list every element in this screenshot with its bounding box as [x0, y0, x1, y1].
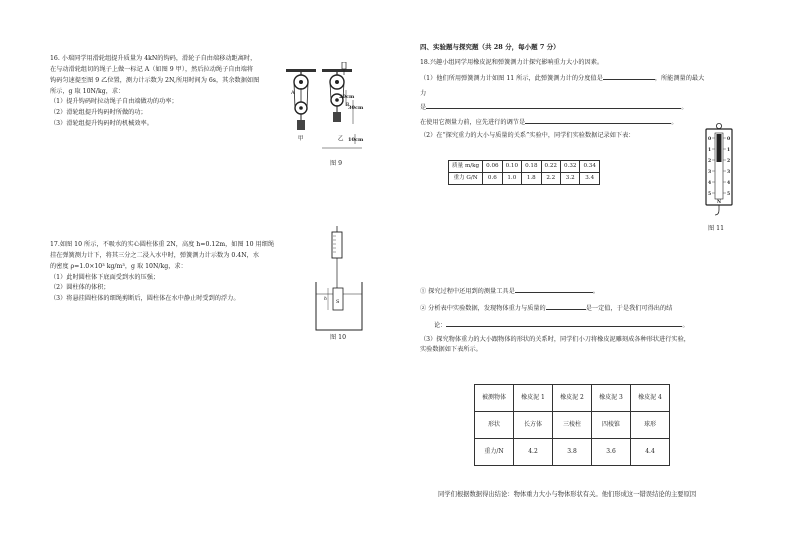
table-cell: 0.32: [561, 161, 580, 173]
q18-p1-line2: 力: [420, 89, 427, 97]
table-row-header: [475, 385, 670, 412]
table-cell: 0.10: [502, 161, 521, 173]
scale-spring: [717, 134, 722, 162]
q18-qb-line2: 论： 。: [434, 321, 689, 329]
q18-conclusion-text: 同学们根据数据得出结论：物体重力大小与物体形状有关。他们形成这一错误结论的主要原因: [438, 491, 697, 498]
scale-tick-label: 1: [708, 148, 712, 153]
scale-tick-label: 1: [727, 148, 731, 153]
blank-division-value[interactable]: [603, 73, 655, 80]
fig9-caption: 图 9: [330, 160, 343, 167]
label-jia: 甲: [298, 136, 304, 142]
dim-30cm: 30cm: [348, 105, 364, 111]
scale-tick-label: 5: [708, 192, 712, 197]
label-h: h: [324, 297, 327, 302]
blank-conclusion[interactable]: [446, 320, 682, 327]
q18-p1-line4: 在使用它测量力前，应先进行的调节是 。: [420, 119, 678, 127]
label-a: A: [291, 90, 295, 96]
shape-weight-table: [474, 384, 670, 466]
figure-11-spring-scale: [700, 122, 738, 218]
figure-9-pulley-diagram: [282, 62, 364, 164]
table-cell: 长方体: [514, 412, 553, 439]
q18-p3-line1: （3）探究物体重力的大小跟物体的形状的关系时，同学们小刀将橡皮泥雕刻成各种形状进行实验，: [420, 335, 690, 343]
table-cell: 4.2: [514, 439, 553, 466]
table-row-weight: [475, 439, 670, 466]
dim-20cm: 20cm: [339, 94, 355, 100]
q16-text-line2: 在与动滑轮组切的绳子上做一标记 A（如图 9 甲），然后拉动绳子自由端将: [50, 65, 254, 73]
table-cell: 橡皮泥 4: [631, 385, 670, 412]
question-17: [50, 240, 315, 305]
table-cell: 质量 m/kg: [449, 161, 483, 173]
ceiling-beam-right: [322, 69, 352, 72]
table-cell: 橡皮泥 2: [553, 385, 592, 412]
scale-tick-label: 5: [727, 192, 731, 197]
figure-10-buoyancy-diagram: [312, 226, 368, 334]
table-cell: 球形: [631, 412, 670, 439]
q16-text-line4: 所示，g 取 10N/kg，求：: [50, 87, 125, 95]
ceiling-beam-left: [286, 69, 316, 72]
blank-max-force[interactable]: [426, 102, 681, 109]
table-cell: 3.8: [553, 439, 592, 466]
table-cell: 重力 G/N: [449, 173, 483, 185]
section-header: 四、实验题与探究题（共 28 分，每小题 7 分）: [420, 43, 560, 51]
q16-text-line1: 16. 小瑞同学用滑轮组提升质量为 4kN的钩码，滑轮子自由端移动距离时，: [50, 55, 257, 62]
scale-hook: [715, 210, 719, 215]
table-cell: 1.0: [502, 173, 521, 185]
scale-tick-label: 2: [708, 159, 712, 164]
table-cell: 四棱锥: [592, 412, 631, 439]
scale-tick-label: 0: [727, 137, 731, 142]
spring-scale-top: [342, 62, 346, 69]
q16-sub2: （2）滑轮组提升钩码时所做的功；: [50, 109, 147, 117]
q18-qb: ② 分析表中实验数据，发现物体重力与质量的 是一定值，于是我们可得出的结: [420, 304, 673, 312]
table-cell: 1.8: [522, 173, 541, 185]
table-cell: 橡皮泥 3: [592, 385, 631, 412]
scale-unit: N: [717, 200, 722, 205]
q18-p1-line3: 是 。: [420, 103, 688, 111]
scale-tick-label: 3: [708, 170, 712, 175]
q17-text-line1: 17.如图 10 所示，不吸水的实心圆柱体重 2N，高度 h=0.12m，如图 10 用细绳: [50, 241, 275, 248]
q17-text-line2: 挂在弹簧测力计下，将其三分之二浸入水中时，弹簧测力计示数为 0.4N，水: [50, 251, 260, 259]
q16-sub3: （3）滑轮组提升钩码时的机械效率。: [50, 120, 153, 128]
table-cell: 形状: [475, 412, 514, 439]
q17-sub3: （3）将悬挂圆柱体的细绳剪断后，圆柱体在水中静止时受到的浮力。: [50, 295, 240, 303]
question-16: [50, 54, 310, 130]
table-row-weight: [449, 173, 600, 185]
scale-tick-label: 0: [708, 137, 712, 142]
q17-sub2: （2）圆柱体的体积；: [50, 284, 110, 292]
table-cell: 2.2: [541, 173, 560, 185]
scale-tick-label: 4: [708, 181, 712, 186]
scale-tick-label: 4: [727, 181, 731, 186]
fig11-caption: 图 11: [708, 225, 725, 232]
hook-weight-left: [297, 120, 305, 130]
blank-adjustment[interactable]: [525, 117, 671, 124]
table-cell: 0.06: [483, 161, 502, 173]
q16-text-line3: 钩码匀速提至图 9 乙位置，测力计示数为 2N,所用时间为 6s，其余数据如图: [50, 76, 260, 84]
table-cell: 3.6: [592, 439, 631, 466]
table-cell: 0.6: [483, 173, 502, 185]
table-row-mass: [449, 161, 600, 173]
table-cell: 0.18: [522, 161, 541, 173]
q18-subquestions: [420, 286, 750, 356]
q18-p1-line1: （1）他们所用弹簧测力计如图 11 所示，此弹簧测力计的分度值是 ，所能测量的最大: [420, 74, 705, 82]
label-yi: 乙: [338, 136, 344, 142]
q17-sub1: （1）此时圆柱体下底面受到水的压强；: [50, 273, 160, 281]
label-s: S: [336, 299, 340, 305]
scale-tick-label: 2: [727, 159, 731, 164]
dim-10cm: 10cm: [348, 137, 364, 143]
blank-measuring-tool[interactable]: [515, 286, 593, 293]
blank-ratio[interactable]: [546, 303, 586, 310]
scale-tick-label: 3: [727, 170, 731, 175]
table-row-shape: [475, 412, 670, 439]
label-b: B: [346, 103, 350, 108]
q18-p3-line2: 实验数据如下表所示。: [420, 346, 482, 354]
mass-weight-table: [448, 160, 600, 185]
table-cell: 三棱柱: [553, 412, 592, 439]
hook-weight-right: [333, 112, 341, 122]
table-cell: 0.22: [541, 161, 560, 173]
table-cell: 3.2: [561, 173, 580, 185]
table-cell: 3.4: [580, 173, 599, 185]
q18-intro: 18.兴趣小组同学用橡皮泥和弹簧测力计探究影响重力大小的因素。: [420, 59, 604, 66]
fig10-caption: 图 10: [330, 334, 347, 341]
q17-text-line3: 的密度 ρ=1.0×10³ kg/m³，g 取 10N/kg，求：: [50, 262, 187, 270]
q18-qa: ① 探究过程中还用到的测量工具是 。: [420, 288, 599, 295]
table-cell: 橡皮泥 1: [514, 385, 553, 412]
table-cell: 0.34: [580, 161, 599, 173]
table-cell: 4.4: [631, 439, 670, 466]
q16-sub1: （1）提升钩码时拉动绳子自由端做功的功率；: [50, 98, 178, 106]
table-cell: 重力/N: [475, 439, 514, 466]
table-cell: 被测物体: [475, 385, 514, 412]
q18-p2: （2）在“探究重力的大小与质量的关系”实验中，同学们实验数据记录如下表：: [420, 132, 635, 140]
